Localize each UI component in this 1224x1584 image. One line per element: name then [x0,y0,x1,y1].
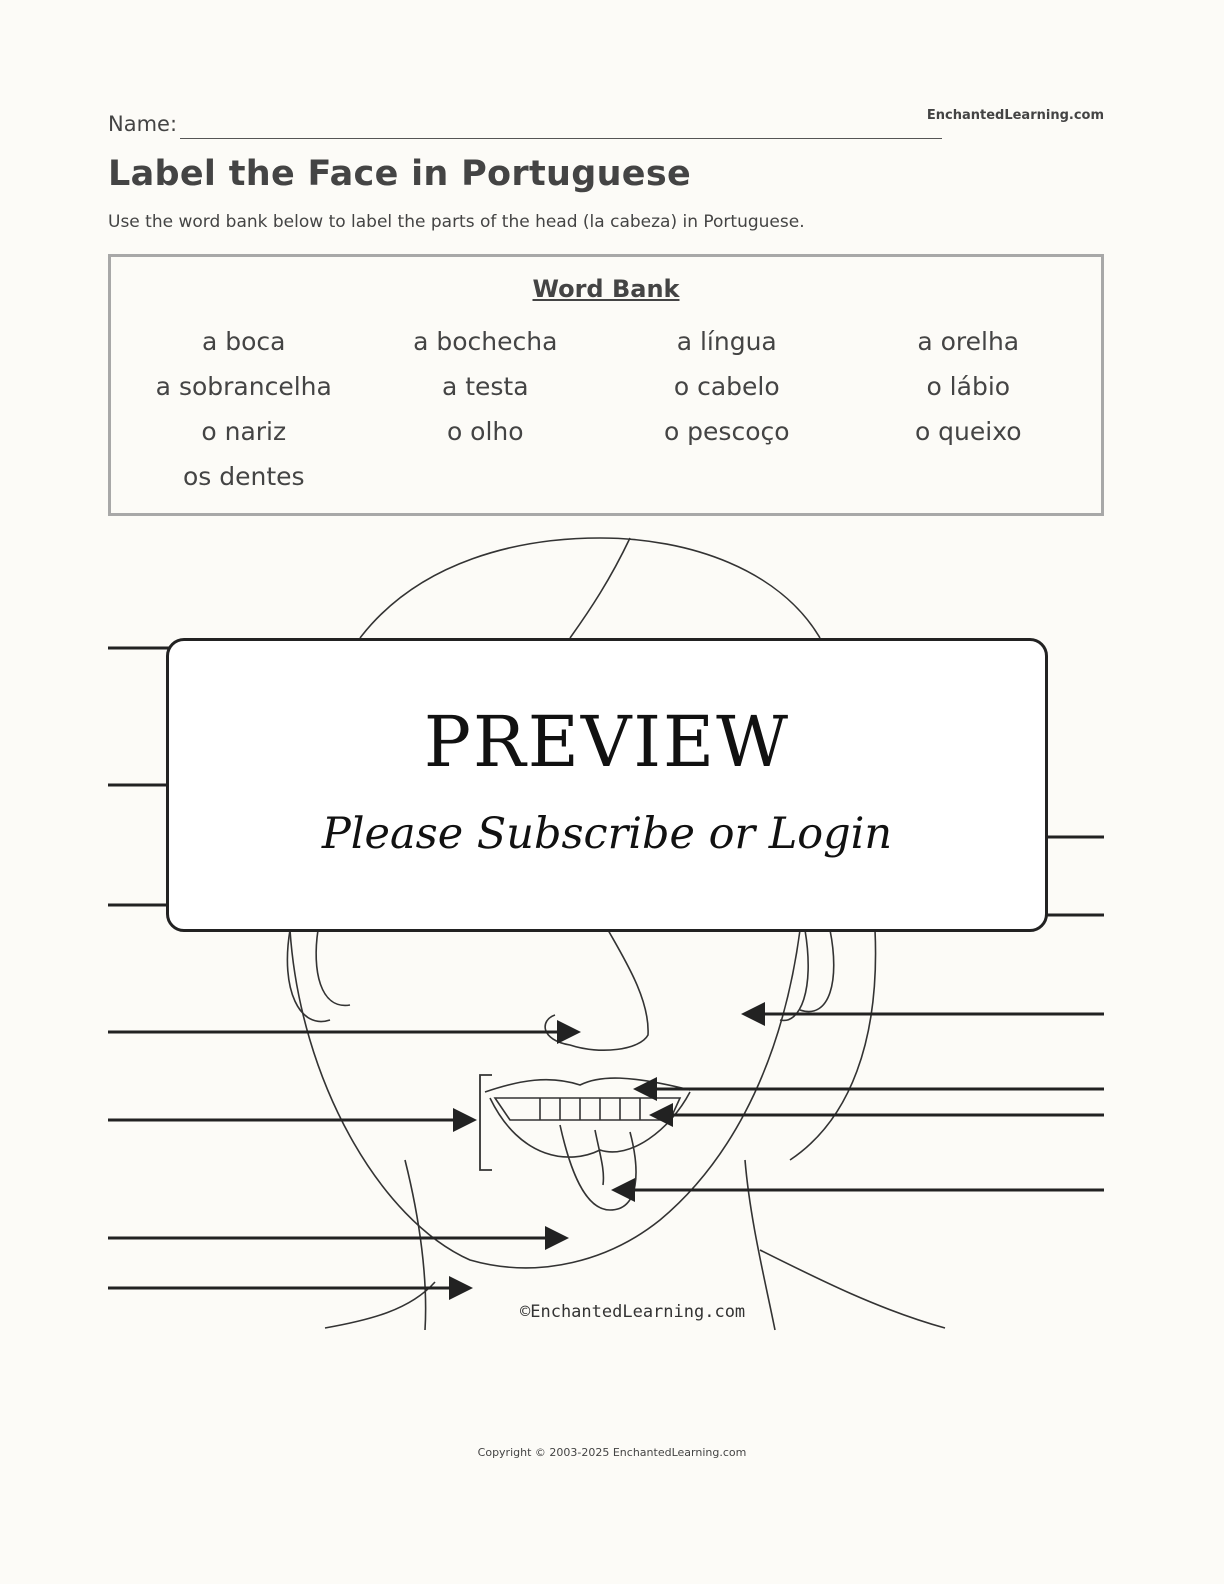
word-bank-item: a testa [441,372,529,401]
face-outline [290,930,800,1268]
word-bank-item: o cabelo [673,372,780,401]
word-bank-item: a língua [676,327,777,356]
mouth-bracket [480,1075,492,1170]
word-bank-item: a bochecha [413,327,558,356]
copyright: Copyright © 2003-2025 EnchantedLearning.com [477,1446,747,1459]
word-bank-grid [111,319,1101,499]
word-bank [108,254,1104,516]
diagram-credit: ©EnchantedLearning.com [520,1302,746,1322]
word-bank-item: o nariz [201,417,287,446]
word-bank-item: o olho [446,417,524,446]
page-title: Label the Face in Portuguese [108,154,691,194]
ear-right [800,930,834,1012]
ear-left [316,930,350,1005]
hair-line [570,538,630,638]
preview-title: PREVIEW [423,701,791,783]
head-outline [360,538,820,638]
instructions: Use the word bank below to label the parts of the head (la cabeza) in Portuguese. [108,212,805,232]
word-bank-title: Word Bank [532,275,680,303]
word-bank-item: o queixo [914,417,1022,446]
name-field-line[interactable] [180,138,942,139]
site-name: EnchantedLearning.com [926,108,1104,123]
word-bank-item: a sobrancelha [155,372,332,401]
word-bank-item: o pescoço [663,417,790,446]
neck-right [745,1160,775,1330]
word-bank-item: a orelha [917,327,1020,356]
word-bank-item: o lábio [926,372,1011,401]
name-row [108,108,1104,140]
word-bank-item: os dentes [182,462,305,491]
teeth [495,1098,680,1120]
subscribe-login-link[interactable]: Please Subscribe or Login [321,809,893,859]
lower-lip [490,1092,690,1157]
word-bank-item: a boca [202,327,286,356]
tongue [560,1125,636,1210]
name-label: Name: [108,112,178,136]
neck-left [405,1160,426,1330]
preview-overlay[interactable] [166,638,1048,932]
